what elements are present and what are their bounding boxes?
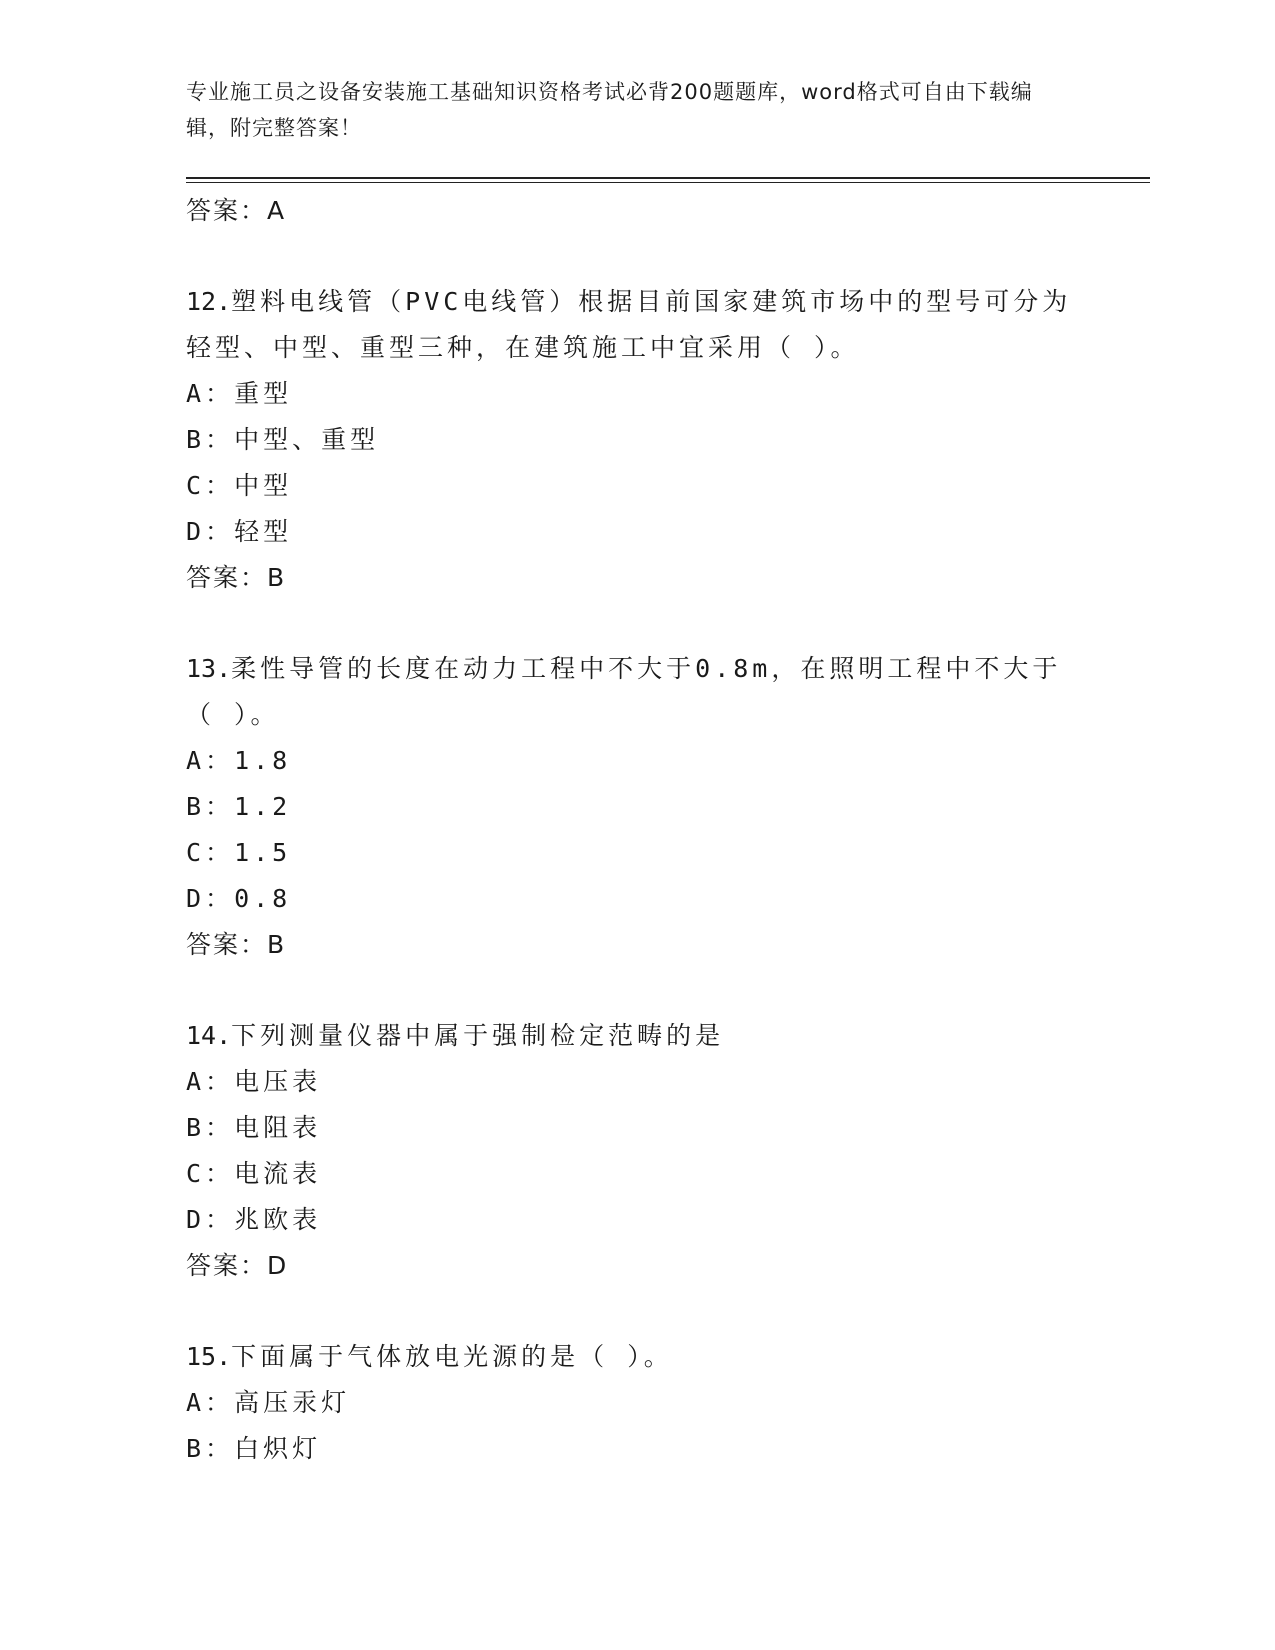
option-text: 高压汞灯 (234, 1388, 351, 1417)
option-c (186, 1151, 1086, 1197)
option-d (186, 876, 1086, 922)
answer-value: A (267, 196, 286, 225)
option-key: C： (186, 838, 235, 867)
option-key: B： (186, 425, 235, 454)
question-block (186, 1013, 1086, 1289)
answer-label: 答案： (186, 1251, 268, 1280)
question-text (186, 1334, 1086, 1380)
option-key: B： (186, 1434, 235, 1463)
answer-label: 答案： (186, 196, 268, 225)
option-text: 兆欧表 (234, 1205, 322, 1234)
option-key: A： (186, 1388, 235, 1417)
answer-label: 答案： (186, 930, 268, 959)
answer-line (186, 1243, 1086, 1289)
option-b (186, 1105, 1086, 1151)
answer-value: B (267, 930, 286, 959)
option-key: A： (186, 1067, 235, 1096)
answer-label: 答案： (186, 563, 268, 592)
question-text (186, 1013, 1086, 1059)
option-b (186, 417, 1086, 463)
option-text: 1.8 (234, 746, 292, 775)
option-text: 白炽灯 (234, 1434, 322, 1463)
option-a (186, 1380, 1086, 1426)
option-d (186, 1197, 1086, 1243)
option-key: A： (186, 746, 235, 775)
question-block (186, 279, 1086, 601)
option-text: 1.2 (234, 792, 292, 821)
question-text (186, 279, 1086, 371)
option-key: A： (186, 379, 235, 408)
answer-line (186, 922, 1086, 968)
answer-line (186, 555, 1086, 601)
option-text: 0.8 (234, 884, 292, 913)
option-text: 电阻表 (234, 1113, 322, 1142)
header-rule (186, 177, 1150, 179)
option-c (186, 463, 1086, 509)
page-header: 专业施工员之设备安装施工基础知识资格考试必背200题题库，word格式可自由下载编辑，附完整答案！ (186, 80, 1033, 140)
option-key: B： (186, 1113, 235, 1142)
option-key: D： (186, 884, 235, 913)
question-stem: 下面属于气体放电光源的是（ ）。 (231, 1342, 673, 1371)
option-key: C： (186, 1159, 235, 1188)
question-number: 13. (186, 654, 232, 683)
question-number: 14. (186, 1021, 232, 1050)
option-a (186, 738, 1086, 784)
answer-line (186, 188, 1086, 234)
option-key: C： (186, 471, 235, 500)
option-text: 重型 (234, 379, 293, 408)
question-block (186, 646, 1086, 968)
document-body (186, 188, 1086, 1472)
option-key: D： (186, 1205, 235, 1234)
option-a (186, 371, 1086, 417)
question-number: 15. (186, 1342, 232, 1371)
question-stem: 柔性导管的长度在动力工程中不大于0.8m，在照明工程中不大于（ ）。 (186, 654, 1062, 729)
option-key: D： (186, 517, 235, 546)
option-text: 1.5 (234, 838, 292, 867)
option-text: 电流表 (234, 1159, 322, 1188)
header-rule-thin (186, 182, 1150, 183)
option-b (186, 1426, 1086, 1472)
question-block (186, 1334, 1086, 1472)
option-a (186, 1059, 1086, 1105)
answer-value: B (267, 563, 286, 592)
option-text: 电压表 (234, 1067, 322, 1096)
option-key: B： (186, 792, 235, 821)
option-b (186, 784, 1086, 830)
question-stem: 下列测量仪器中属于强制检定范畴的是 (231, 1021, 725, 1050)
option-text: 中型 (234, 471, 293, 500)
option-text: 轻型 (234, 517, 293, 546)
question-stem: 塑料电线管（PVC电线管）根据目前国家建筑市场中的型号可分为轻型、中型、重型三种，在建筑施工中宜采用（ ）。 (186, 287, 1072, 362)
option-c (186, 830, 1086, 876)
option-d (186, 509, 1086, 555)
question-number: 12. (186, 287, 232, 316)
question-text (186, 646, 1086, 738)
option-text: 中型、重型 (234, 425, 380, 454)
answer-value: D (267, 1251, 288, 1280)
